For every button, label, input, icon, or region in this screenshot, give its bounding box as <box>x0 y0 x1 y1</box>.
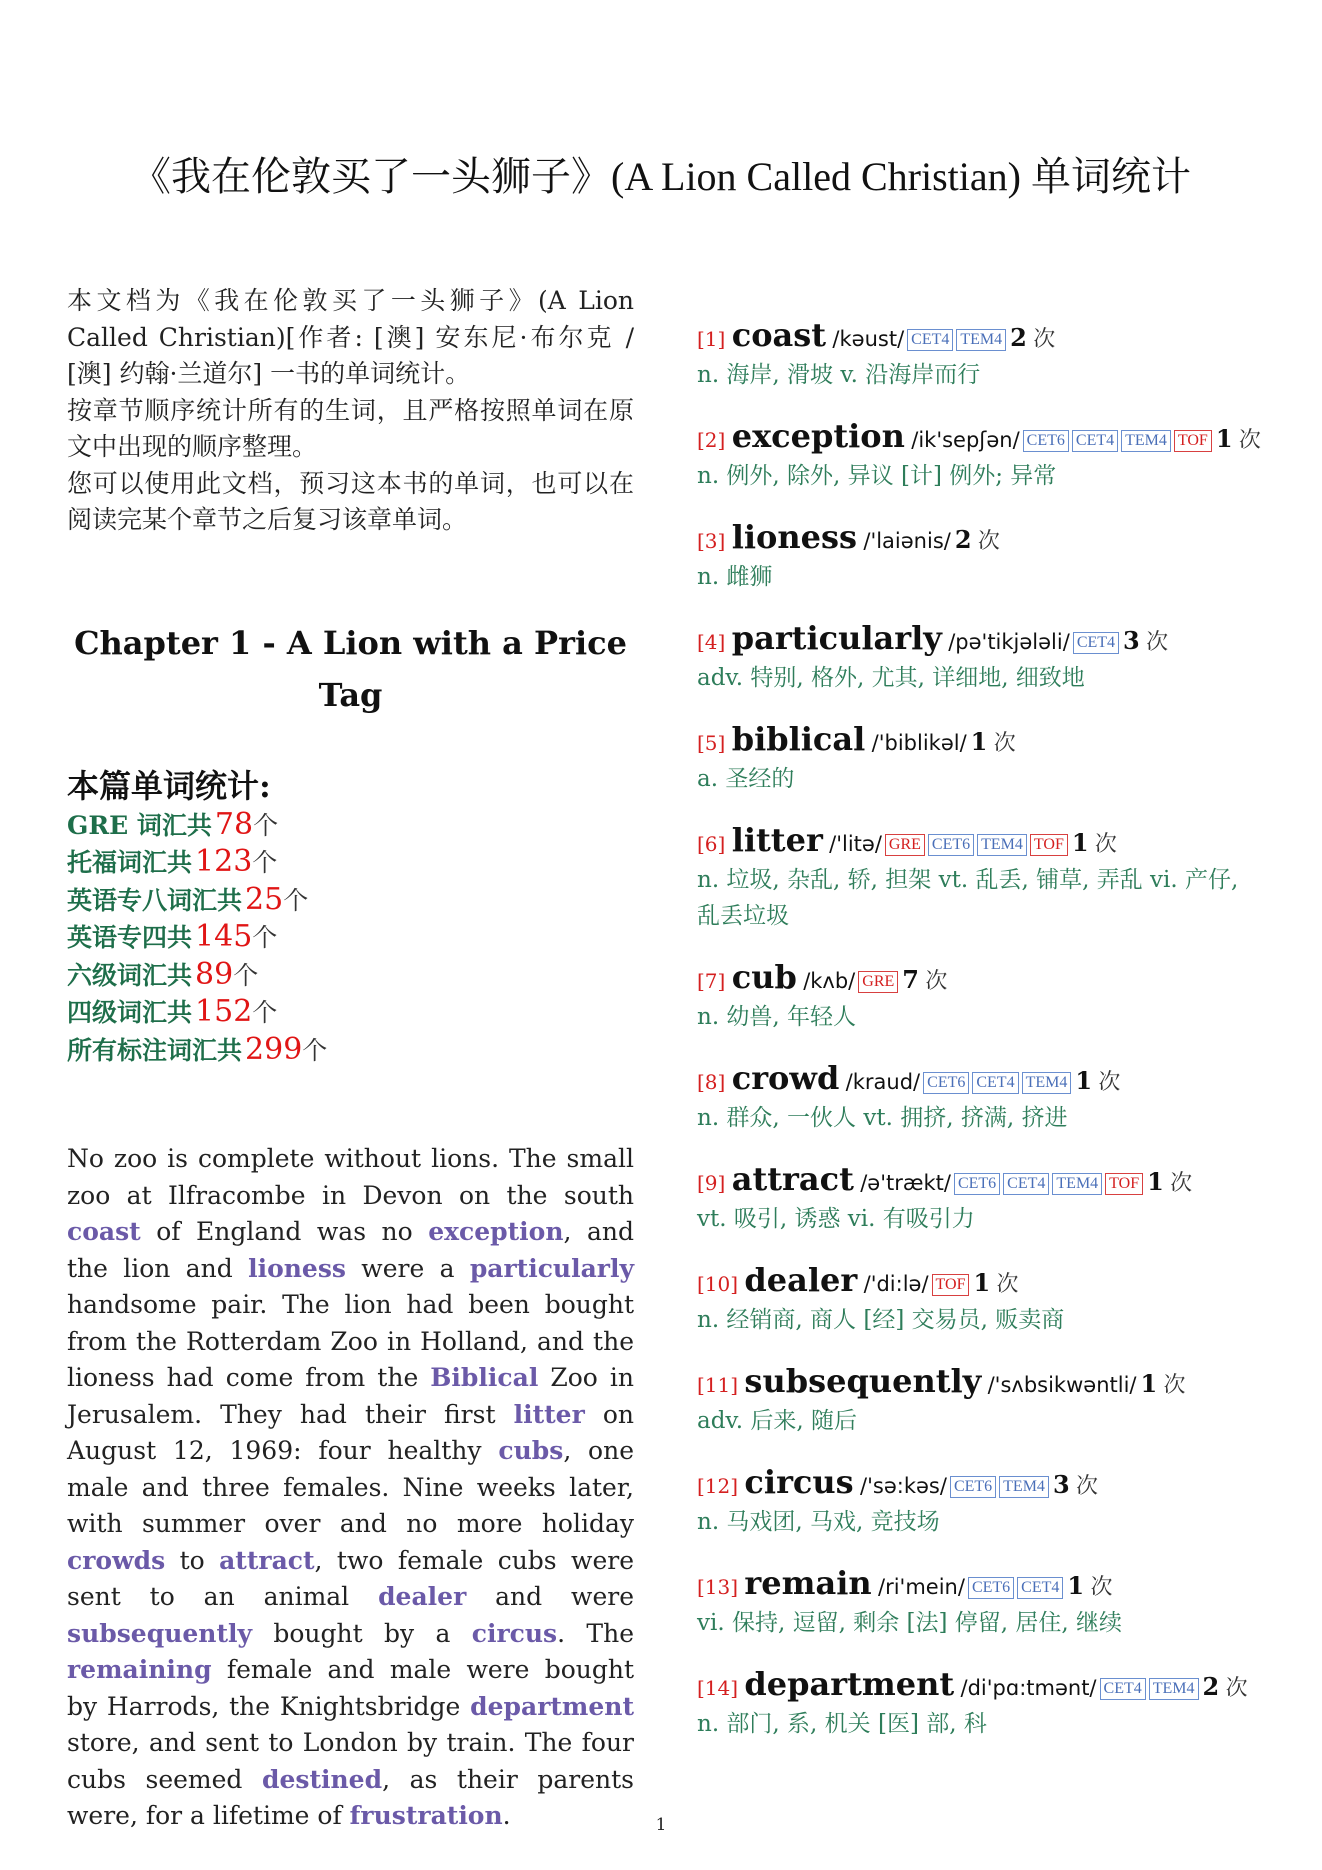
entry-times: 次 <box>1170 1171 1193 1196</box>
vocab-entry <box>697 823 1267 934</box>
highlighted-word: attract <box>219 1545 315 1575</box>
entry-phonetic: /kraud/ <box>845 1070 921 1094</box>
entry-index: [13] <box>697 1575 739 1599</box>
highlighted-word: crowds <box>67 1545 166 1575</box>
text-run: on August 12, 1969: four healthy <box>67 1399 634 1465</box>
entry-count: 1 <box>1215 424 1233 453</box>
text-run: were a <box>345 1253 470 1283</box>
entry-count: 7 <box>902 965 919 994</box>
left-column <box>67 283 634 1835</box>
entry-times: 次 <box>1076 1474 1099 1499</box>
intro-line: 您可以使用此文档，预习这本书的单词，也可以在阅读完某个章节之后复习该章单词。 <box>67 468 634 534</box>
stat-value: 89 <box>195 956 234 992</box>
exam-tag: CET6 <box>968 1577 1014 1599</box>
entry-meaning: n. 经销商, 商人 [经] 交易员, 贩卖商 <box>697 1307 1065 1333</box>
text-run: , two female cubs were sent to an animal <box>67 1545 634 1611</box>
entry-index: [14] <box>697 1676 739 1700</box>
stat-value: 123 <box>195 844 253 879</box>
entry-head <box>697 1465 1267 1504</box>
entry-meaning: n. 幼兽, 年轻人 <box>697 1004 857 1030</box>
exam-tag: CET6 <box>923 1072 969 1094</box>
entry-times: 次 <box>1146 630 1169 655</box>
entry-count: 3 <box>1123 626 1140 655</box>
text-run: . The <box>557 1618 634 1648</box>
highlighted-word: department <box>470 1691 634 1721</box>
page-number: 1 <box>655 1815 667 1835</box>
entry-phonetic: /ə'trækt/ <box>860 1171 951 1195</box>
exam-tag: TEM4 <box>956 329 1006 351</box>
entry-head <box>697 1566 1267 1605</box>
entry-index: [12] <box>697 1474 739 1498</box>
stats-list <box>67 807 634 1070</box>
exam-tag: CET4 <box>1100 1678 1146 1700</box>
vocab-entry <box>697 1465 1267 1540</box>
entry-word: department <box>744 1665 955 1703</box>
entry-meaning: n. 垃圾, 杂乱, 轿, 担架 vt. 乱丢, 铺草, 弄乱 vi. 产仔, 乱丢垃圾 <box>697 867 1239 929</box>
entry-index: [1] <box>697 327 726 351</box>
exam-tag: TEM4 <box>1149 1678 1199 1700</box>
entry-index: [3] <box>697 529 726 553</box>
entry-head <box>697 960 1267 999</box>
stat-line <box>67 919 634 957</box>
entry-phonetic: /pə'tikjələli/ <box>948 630 1070 654</box>
entry-count: 1 <box>973 1268 991 1297</box>
entry-word: attract <box>731 1160 854 1198</box>
stat-value: 78 <box>214 806 254 842</box>
entry-phonetic: /'sʌbsikwəntli/ <box>987 1373 1137 1397</box>
text-run: to <box>165 1545 220 1575</box>
text-run: store, and sent to London by train. The four cubs seemed <box>67 1728 634 1794</box>
vocab-entry <box>697 1566 1267 1641</box>
vocab-entry <box>697 621 1267 696</box>
exam-tag: GRE <box>885 834 925 856</box>
entry-count: 2 <box>954 525 972 554</box>
stat-label: 所有标注词汇共 <box>67 1035 243 1065</box>
exam-tag: CET6 <box>928 834 974 856</box>
exam-tag: CET4 <box>972 1072 1018 1094</box>
stat-value: 145 <box>195 919 253 954</box>
vocab-entry <box>697 318 1267 393</box>
text-run: No zoo is complete without lions. The small zoo at Ilfracombe in Devon on the south <box>67 1144 634 1210</box>
vocab-entry <box>697 1364 1267 1439</box>
chapter-text <box>67 1141 634 1835</box>
text-run: . <box>502 1801 511 1830</box>
exam-tag: CET4 <box>1003 1173 1049 1195</box>
stat-label: 托福词汇共 <box>67 848 193 877</box>
entry-times: 次 <box>1163 1373 1186 1398</box>
stat-value: 299 <box>245 1031 303 1067</box>
entry-word: circus <box>744 1463 854 1501</box>
stat-unit: 个 <box>302 1035 328 1065</box>
entry-index: [6] <box>697 832 726 856</box>
entry-word: lioness <box>731 518 858 556</box>
entry-meaning: n. 部门, 系, 机关 [医] 部, 科 <box>697 1711 987 1737</box>
entry-count: 1 <box>1147 1167 1164 1196</box>
highlighted-word: exception <box>428 1217 564 1246</box>
exam-tag: CET6 <box>954 1173 1000 1195</box>
entry-head <box>697 1162 1267 1201</box>
entry-times: 次 <box>1090 1575 1113 1600</box>
intro-text <box>67 283 634 539</box>
entry-phonetic: /'litə/ <box>829 832 882 856</box>
text-run: female and male were bought by Harrods, the Knightsbridge <box>67 1655 634 1721</box>
entry-index: [11] <box>697 1373 739 1397</box>
entry-index: [5] <box>697 731 726 755</box>
highlighted-word: litter <box>513 1399 585 1429</box>
entry-word: particularly <box>731 619 942 657</box>
vocab-entry <box>697 1162 1267 1237</box>
stat-value: 152 <box>195 994 253 1029</box>
text-run: handsome pair. The lion had been bought from the Rotterdam Zoo in Holland, and the lioness had come from the <box>67 1290 634 1392</box>
entry-index: [9] <box>697 1171 726 1195</box>
stat-label: 六级词汇共 <box>67 960 193 990</box>
exam-tag: TOF <box>1105 1173 1143 1195</box>
entry-meaning: adv. 后来, 随后 <box>697 1408 857 1434</box>
entry-index: [4] <box>697 630 726 654</box>
stat-unit: 个 <box>252 923 278 952</box>
highlighted-word: subsequently <box>67 1618 253 1648</box>
entry-phonetic: /di'pɑ:tmənt/ <box>960 1676 1097 1700</box>
exam-tag: CET4 <box>1072 430 1118 452</box>
highlighted-word: coast <box>67 1217 141 1246</box>
entry-meaning: adv. 特别, 格外, 尤其, 详细地, 细致地 <box>697 665 1085 691</box>
entry-count: 3 <box>1052 1470 1070 1499</box>
entry-phonetic: /'biblikəl/ <box>871 731 967 755</box>
text-run: , as their parents were, for a lifetime of <box>67 1764 634 1830</box>
entry-phonetic: /ik'sepʃən/ <box>911 428 1020 452</box>
intro-line: 本文档为《我在伦敦买了一头狮子》(A Lion Called Christian)[作者: [澳] 安东尼·布尔克 / [澳] 约翰·兰道尔] 一书的单词统计。 <box>67 286 634 388</box>
entry-head <box>697 1364 1267 1403</box>
entry-count: 1 <box>970 727 988 756</box>
stat-line <box>67 882 634 920</box>
entry-head <box>697 1263 1267 1302</box>
exam-tag: GRE <box>858 971 898 993</box>
text-run: bought by a <box>252 1618 472 1648</box>
entry-phonetic: /'sə:kəs/ <box>860 1474 947 1498</box>
stat-unit: 个 <box>233 960 259 990</box>
stat-unit: 个 <box>252 998 278 1027</box>
stat-line <box>67 994 634 1032</box>
text-run: , one male and three females. Nine weeks later, with summer over and no more holiday <box>67 1436 634 1538</box>
exam-tag: CET6 <box>1023 430 1069 452</box>
entry-count: 1 <box>1140 1369 1158 1398</box>
exam-tag: TOF <box>1030 834 1068 856</box>
entry-head <box>697 722 1267 761</box>
highlighted-word: circus <box>471 1618 558 1648</box>
entry-word: dealer <box>744 1261 858 1299</box>
entry-word: coast <box>731 316 827 354</box>
entry-times: 次 <box>996 1272 1019 1297</box>
vocab-entry <box>697 419 1267 494</box>
stat-line <box>67 957 634 995</box>
stat-unit: 个 <box>253 810 279 840</box>
entry-phonetic: /kʌb/ <box>803 969 856 993</box>
entry-times: 次 <box>977 529 1000 554</box>
highlighted-word: cubs <box>498 1436 564 1465</box>
entry-head <box>697 823 1267 862</box>
entry-meaning: n. 雌狮 <box>697 564 773 590</box>
entry-meaning: vt. 吸引, 诱惑 vi. 有吸引力 <box>697 1206 975 1232</box>
entry-meaning: n. 马戏团, 马戏, 竞技场 <box>697 1509 940 1535</box>
text-run: , and the lion and <box>67 1217 634 1283</box>
exam-tag: TOF <box>1174 430 1212 452</box>
entry-times: 次 <box>1094 832 1117 857</box>
exam-tag: TEM4 <box>999 1476 1049 1498</box>
entry-phonetic: /ri'mein/ <box>878 1575 965 1599</box>
vocab-entry <box>697 1667 1267 1742</box>
entry-word: cub <box>731 958 797 996</box>
exam-tag: TEM4 <box>1121 430 1171 452</box>
entry-times: 次 <box>1225 1676 1248 1701</box>
stat-label: 英语专四共 <box>67 923 193 952</box>
entry-meaning: n. 群众, 一伙人 vt. 拥挤, 挤满, 挤进 <box>697 1105 1068 1131</box>
vocab-entry <box>697 1263 1267 1338</box>
stat-label: 四级词汇共 <box>67 998 193 1027</box>
entry-word: crowd <box>731 1059 840 1097</box>
highlighted-word: particularly <box>469 1253 634 1283</box>
entry-phonetic: /'laiənis/ <box>863 529 951 553</box>
text-run: and were <box>466 1582 634 1611</box>
intro-line: 按章节顺序统计所有的生词，且严格按照单词在原文中出现的顺序整理。 <box>67 395 634 461</box>
entry-phonetic: /'di:lə/ <box>863 1272 929 1296</box>
entry-times: 次 <box>1238 428 1261 453</box>
exam-tag: CET4 <box>907 329 953 351</box>
page-title: 《我在伦敦买了一头狮子》(A Lion Called Christian) 单词统计 <box>131 154 1191 199</box>
exam-tag: TOF <box>932 1274 970 1296</box>
stat-label: 英语专八词汇共 <box>67 885 243 915</box>
highlighted-word: destined <box>262 1764 383 1794</box>
entry-word: exception <box>731 417 905 455</box>
text-run: Zoo in Jerusalem. They had their first <box>67 1363 634 1429</box>
entry-count: 1 <box>1071 828 1089 857</box>
entry-index: [2] <box>697 428 726 452</box>
exam-tag: CET4 <box>1073 632 1119 654</box>
entry-head <box>697 520 1267 559</box>
vocabulary-list <box>697 318 1267 1768</box>
entry-index: [8] <box>697 1070 726 1094</box>
entry-count: 1 <box>1067 1571 1085 1600</box>
entry-head <box>697 621 1267 660</box>
entry-word: litter <box>731 821 823 859</box>
stat-label: GRE 词汇共 <box>67 810 212 840</box>
entry-meaning: vi. 保持, 逗留, 剩余 [法] 停留, 居住, 继续 <box>697 1610 1123 1636</box>
entry-index: [10] <box>697 1272 739 1296</box>
stat-line <box>67 1032 634 1070</box>
exam-tag: TEM4 <box>977 834 1027 856</box>
entry-meaning: n. 例外, 除外, 异议 [计] 例外; 异常 <box>697 463 1057 489</box>
entry-times: 次 <box>993 731 1016 756</box>
entry-times: 次 <box>1033 327 1056 352</box>
entry-count: 1 <box>1075 1066 1093 1095</box>
entry-word: subsequently <box>744 1362 982 1400</box>
highlighted-word: lioness <box>248 1253 346 1283</box>
entry-phonetic: /kəust/ <box>832 327 905 351</box>
vocab-entry <box>697 1061 1267 1136</box>
entry-head <box>697 1061 1267 1100</box>
entry-count: 2 <box>1010 323 1027 352</box>
entry-times: 次 <box>925 969 948 994</box>
highlighted-word: remaining <box>67 1655 212 1684</box>
highlighted-word: frustration <box>349 1801 503 1830</box>
stats-heading: 本篇单词统计: <box>67 766 271 805</box>
stat-line <box>67 807 634 845</box>
entry-head <box>697 318 1267 357</box>
highlighted-word: dealer <box>378 1582 467 1611</box>
entry-head <box>697 419 1267 458</box>
stat-unit: 个 <box>283 885 309 915</box>
vocab-entry <box>697 520 1267 595</box>
exam-tag: CET6 <box>950 1476 996 1498</box>
stat-value: 25 <box>245 881 284 917</box>
exam-tag: TEM4 <box>1052 1173 1102 1195</box>
entry-index: [7] <box>697 969 726 993</box>
vocab-entry <box>697 960 1267 1035</box>
exam-tag: TEM4 <box>1022 1072 1072 1094</box>
highlighted-word: Biblical <box>430 1363 539 1392</box>
exam-tag: CET4 <box>1017 1577 1063 1599</box>
entry-head <box>697 1667 1267 1706</box>
entry-word: remain <box>744 1564 872 1602</box>
stat-line <box>67 844 634 882</box>
vocab-entry <box>697 722 1267 797</box>
entry-meaning: a. 圣经的 <box>697 766 795 792</box>
text-run: of England was no <box>140 1217 429 1246</box>
stat-unit: 个 <box>252 848 278 877</box>
entry-count: 2 <box>1202 1672 1220 1701</box>
chapter-title: Chapter 1 - A Lion with a Price Tag <box>74 623 627 714</box>
entry-times: 次 <box>1098 1070 1121 1095</box>
entry-meaning: n. 海岸, 滑坡 v. 沿海岸而行 <box>697 362 981 388</box>
entry-word: biblical <box>731 720 866 758</box>
